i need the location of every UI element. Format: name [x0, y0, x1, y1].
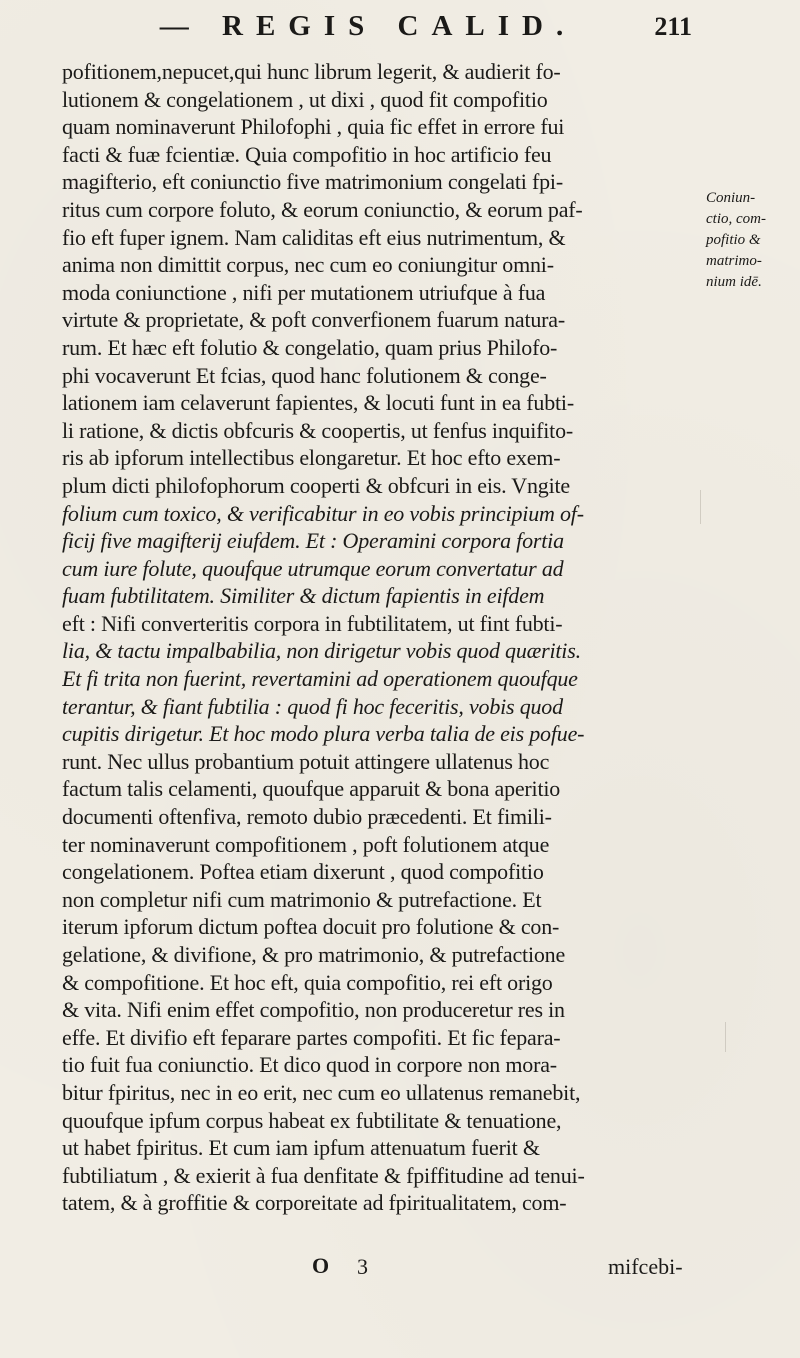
text-line: magifterio, eft coniunctio five matrimonium congelati fpi-	[62, 169, 563, 195]
text-line: fuam fubtilitatem. Similiter & dictum fapientis in eifdem	[62, 583, 545, 609]
text-line: folium cum toxico, & verificabitur in eo vobis principium of-	[62, 500, 584, 526]
text-line: ris ab ipforum intellectibus elongaretur. Et hoc efto exem-	[62, 445, 561, 471]
text-line: anima non dimittit corpus, nec cum eo coniungitur omni-	[62, 252, 554, 278]
text-line: moda coniunctione , nifi per mutationem utriufque à fua	[62, 279, 546, 305]
page-number: 211	[654, 12, 692, 41]
text-line: virtute & proprietate, & poft converfionem fuarum natura-	[62, 307, 565, 333]
text-line: tatem, & à groffitie & corporeitate ad fpiritualitatem, com-	[62, 1190, 567, 1216]
text-line: gelatione, & divifione, & pro matrimonio, & putrefactione	[62, 942, 566, 967]
margin-note-line: matrimo-	[706, 253, 762, 269]
page-footer	[62, 1253, 692, 1283]
text-line: iterum ipforum dictum poftea docuit pro folutione & con-	[62, 914, 560, 940]
margin-note-line: ctio, com-	[706, 211, 766, 227]
signature-mark: O	[312, 1253, 330, 1278]
text-line: lia, & tactu impalbabilia, non dirigetur vobis quod quæritis.	[62, 638, 581, 664]
page-mark	[725, 1022, 726, 1052]
text-line: quoufque ipfum corpus habeat ex fubtilitate & tenuatione,	[62, 1107, 562, 1133]
margin-note-line: pofitio &	[706, 232, 761, 248]
text-line: & vita. Nifi enim effet compofitio, non produceretur res in	[62, 997, 565, 1023]
text-line: pofitionem,nepucet,qui hunc librum legerit, & audierit fo-	[62, 59, 561, 84]
text-line: effe. Et divifio eft feparare partes compofiti. Et fic fepara-	[62, 1024, 561, 1050]
margin-note-line: Coniun-	[706, 190, 756, 206]
running-header	[118, 8, 692, 52]
text-line: lutionem & congelationem , ut dixi , quod fit compofitio	[62, 86, 548, 112]
text-line: documenti oftenfiva, remoto dubio præcedenti. Et fimili-	[62, 804, 552, 830]
text-line: & compofitione. Et hoc eft, quia compofitio, rei eft origo	[62, 969, 553, 995]
text-line: non completur nifi cum matrimonio & putrefactione. Et	[62, 886, 542, 912]
text-line: cupitis dirigetur. Et hoc modo plura verba talia de eis pofue-	[62, 721, 585, 747]
text-line: cum iure folute, quoufque utrumque eorum convertatur ad	[62, 555, 564, 581]
text-line: Et fi trita non fuerint, revertamini ad operationem quoufque	[62, 666, 578, 692]
margin-note-line: nium idē.	[706, 274, 762, 290]
text-line: congelationem. Poftea etiam dixerunt , quod compofitio	[62, 859, 544, 885]
text-line: plum dicti philofophorum cooperti & obfcuri in eis. Vngite	[62, 472, 570, 498]
page-mark	[700, 490, 701, 524]
text-line: li ratione, & dictis obfcuris & coopertis, ut fenfus inquifito-	[62, 417, 574, 443]
running-title: — REGIS CALID.	[159, 10, 577, 42]
marginal-note	[706, 188, 796, 293]
text-line: factum talis celamenti, quoufque apparuit & bona aperitio	[62, 776, 561, 802]
text-line: quam nominaverunt Philofophi , quia fic effet in errore fui	[62, 114, 565, 140]
text-line: bitur fpiritus, nec in eo erit, nec cum eo ullatenus remanebit,	[62, 1079, 581, 1105]
text-line: terantur, & fiant fubtilia : quod fi hoc feceritis, vobis quod	[62, 693, 563, 719]
text-line: phi vocaverunt Et fcias, quod hanc folutionem & conge-	[62, 362, 547, 388]
text-line: lationem iam celaverunt fapientes, & locuti funt in ea fubti-	[62, 390, 574, 416]
text-line: runt. Nec ullus probantium potuit attingere ullatenus hoc	[62, 748, 550, 774]
text-line: eft : Nifi converteritis corpora in fubtilitatem, ut fint fubti-	[62, 610, 563, 636]
text-line: ritus cum corpore foluto, & eorum coniunctio, & eorum paf-	[62, 196, 583, 222]
text-line: facti & fuæ fcientiæ. Quia compofitio in hoc artificio feu	[62, 141, 552, 167]
text-line: ficij five magifterij eiufdem. Et : Operamini corpora fortia	[62, 528, 564, 554]
text-line: ter nominaverunt compofitionem , poft folutionem atque	[62, 831, 550, 857]
catchword: mifcebi-	[608, 1254, 683, 1279]
text-line: ut habet fpiritus. Et cum iam ipfum attenuatum fuerit &	[62, 1135, 540, 1161]
text-line: tio fuit fua coniunctio. Et dico quod in corpore non mora-	[62, 1052, 557, 1078]
text-line: fio eft fuper ignem. Nam caliditas eft eius nutrimentum, &	[62, 224, 566, 250]
signature-number: 3	[357, 1254, 368, 1279]
text-line: rum. Et hæc eft folutio & congelatio, quam prius Philofo-	[62, 334, 558, 360]
body-text	[62, 58, 692, 1217]
text-line: fubtiliatum , & exierit à fua denfitate & fpiffitudine ad tenui-	[62, 1162, 585, 1188]
